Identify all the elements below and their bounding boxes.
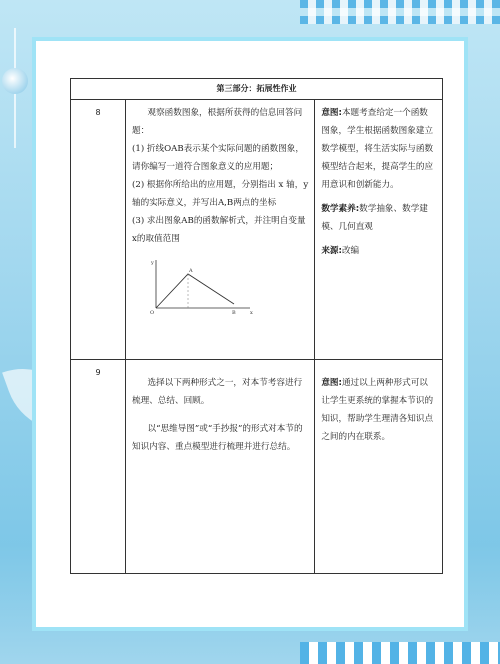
table-row [71, 360, 443, 574]
intent-text: 本题考查给定一个函数图象，学生根据函数图象建立数学模型，将生活实际与函数模型结合起来，提高学生的应用意识和创新能力。 [321, 108, 434, 190]
checker-decoration-bottom [300, 642, 500, 664]
table-row [71, 100, 443, 360]
intent-label: 意图: [321, 378, 342, 388]
question-number: 8 [71, 100, 126, 360]
y-axis-label: y [151, 260, 154, 266]
question-text: (1) 折线OAB表示某个实际问题的函数图象，请你编写一道符合图象意义的应用题； [132, 144, 304, 172]
source-text: 改编 [341, 246, 360, 256]
literacy-label: 数学素养: [321, 204, 360, 214]
point-a-label: A [189, 268, 193, 274]
question-text: 以“思维导图”或“手抄报”的形式对本节的知识内容、重点模型进行梳理并进行总结。 [132, 424, 303, 452]
question-text: 观察函数图象，根据所获得的信息回答问题： [132, 108, 303, 136]
function-graph [146, 256, 256, 316]
literacy-text: 数学抽象、数学建模、几何直观 [321, 204, 428, 232]
question-number: 9 [71, 360, 126, 574]
graph-line-oab [156, 274, 234, 308]
notes-cell [315, 360, 443, 574]
origin-label: O [150, 310, 155, 316]
intent-label: 意图: [321, 108, 342, 118]
question-text: 选择以下两种形式之一，对本节考容进行梳理、总结、回顾。 [132, 378, 303, 406]
section-title: 第三部分：拓展性作业 [71, 79, 443, 100]
point-b-label: B [232, 310, 236, 316]
checker-decoration-top [300, 0, 500, 24]
intent-text: 通过以上两种形式可以让学生更系统的掌握本节识的知识，帮助学生理清各知识点之间的内在联系。 [321, 378, 434, 442]
notes-cell [315, 100, 443, 360]
question-cell [126, 100, 315, 360]
x-axis-label: x [250, 310, 253, 316]
source-label: 来源: [321, 246, 342, 256]
table-header-row [71, 79, 443, 100]
question-cell [126, 360, 315, 574]
homework-table [70, 78, 443, 574]
question-text: (2) 根据你所给出的应用题，分别指出 x 轴，y轴的实际意义，并写出A,B两点的坐标 [132, 180, 309, 208]
question-text: (3) 求出图象AB的函数解析式，并注明自变量x的取值范围 [132, 216, 306, 244]
